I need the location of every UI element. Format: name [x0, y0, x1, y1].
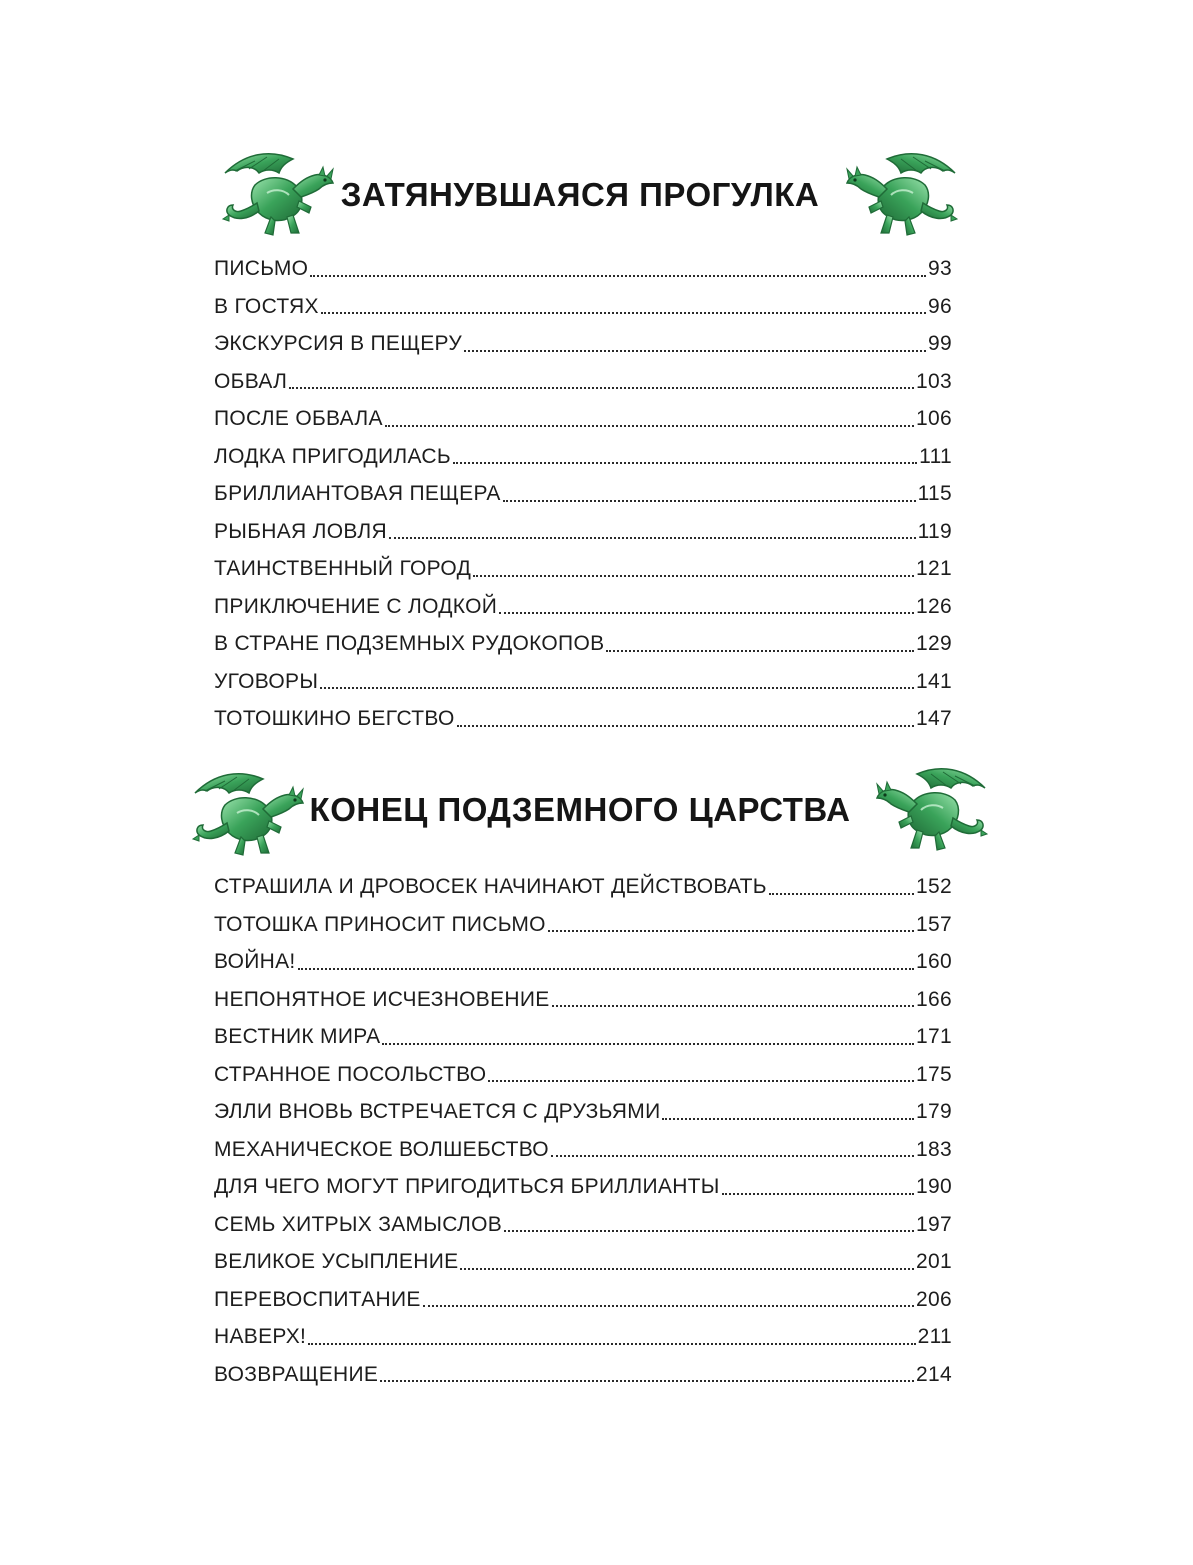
dot-leader	[382, 1018, 914, 1056]
toc-entry-page: 119	[917, 519, 952, 543]
dot-leader	[389, 513, 916, 551]
dot-leader	[503, 475, 916, 513]
toc-entry-page: 111	[919, 444, 952, 468]
section-title: ЗАТЯНУВШАЯСЯ ПРОГУЛКА	[340, 176, 820, 213]
toc-entry-page: 103	[916, 369, 952, 393]
dot-leader	[310, 250, 926, 288]
dot-leader	[552, 981, 914, 1019]
dot-leader	[606, 625, 914, 663]
dot-leader	[380, 1356, 914, 1394]
toc-entry-page: 190	[916, 1175, 952, 1198]
toc-entry[interactable]	[214, 475, 952, 513]
dot-leader	[499, 588, 914, 626]
toc-entry[interactable]	[214, 1318, 952, 1356]
toc-entry-page: 157	[916, 912, 952, 936]
toc-entry[interactable]	[214, 1093, 952, 1131]
toc-list	[214, 250, 952, 738]
dot-leader	[289, 363, 914, 401]
dot-leader	[320, 663, 914, 701]
toc-entry[interactable]	[214, 700, 952, 738]
toc-entry-page: 141	[916, 669, 952, 693]
toc-entry-page: 115	[917, 482, 952, 505]
dot-leader	[504, 1206, 914, 1244]
dot-leader	[321, 288, 926, 326]
toc-entry-page: 211	[917, 1325, 952, 1348]
toc-entry-title: ТОТОШКА ПРИНОСИТ ПИСЬМО	[214, 912, 546, 936]
toc-entry-page: 206	[916, 1287, 952, 1311]
dot-leader	[473, 550, 914, 588]
toc-entry[interactable]	[214, 363, 952, 401]
dot-leader	[551, 1131, 914, 1169]
toc-entry-title: В СТРАНЕ ПОДЗЕМНЫХ РУДОКОПОВ	[214, 632, 605, 655]
toc-entry-title: ВОЙНА!	[214, 950, 296, 973]
toc-entry[interactable]	[214, 1356, 952, 1394]
toc-entry[interactable]	[214, 325, 952, 363]
section-header	[185, 760, 975, 860]
toc-entry-title: НАВЕРХ!	[214, 1325, 307, 1348]
toc-entry[interactable]	[214, 943, 952, 981]
toc-entry-page: 183	[916, 1137, 952, 1161]
toc-entry[interactable]	[214, 1168, 952, 1206]
toc-entry-title: ПИСЬМО	[214, 257, 309, 280]
toc-entry-page: 166	[916, 987, 952, 1011]
toc-entry[interactable]	[214, 663, 952, 701]
toc-entry-title: ПЕРЕВОСПИТАНИЕ	[214, 1287, 421, 1311]
section-title: КОНЕЦ ПОДЗЕМНОГО ЦАРСТВА	[309, 791, 851, 828]
toc-entry-title: МЕХАНИЧЕСКОЕ ВОЛШЕБСТВО	[214, 1137, 549, 1161]
section-header	[185, 145, 975, 245]
toc-entry-title: ЛОДКА ПРИГОДИЛАСЬ	[214, 444, 451, 468]
toc-entry[interactable]	[214, 1206, 952, 1244]
dot-leader	[385, 400, 914, 438]
dot-leader	[548, 906, 914, 944]
toc-entry-title: ОБВАЛ	[214, 369, 288, 393]
toc-entry-title: СТРАШИЛА И ДРОВОСЕК НАЧИНАЮТ ДЕЙСТВОВАТЬ	[214, 875, 767, 898]
toc-entry-title: ЭЛЛИ ВНОВЬ ВСТРЕЧАЕТСЯ С ДРУЗЬЯМИ	[214, 1100, 661, 1123]
toc-entry-title: ПРИКЛЮЧЕНИЕ С ЛОДКОЙ	[214, 594, 498, 618]
toc-entry[interactable]	[214, 550, 952, 588]
dot-leader	[722, 1168, 914, 1206]
toc-entry-page: 126	[916, 594, 952, 618]
toc-entry[interactable]	[214, 1018, 952, 1056]
toc-entry-title: В ГОСТЯХ	[214, 294, 319, 318]
toc-entry-page: 147	[916, 707, 952, 730]
dot-leader	[662, 1093, 914, 1131]
toc-entry[interactable]	[214, 438, 952, 476]
toc-entry[interactable]	[214, 288, 952, 326]
toc-entry[interactable]	[214, 1131, 952, 1169]
toc-entry-title: УГОВОРЫ	[214, 669, 319, 693]
dot-leader	[298, 943, 915, 981]
toc-entry-page: 106	[916, 407, 952, 430]
toc-entry-page: 201	[916, 1250, 952, 1273]
dot-leader	[488, 1056, 914, 1094]
dot-leader	[460, 1243, 914, 1281]
toc-entry[interactable]	[214, 625, 952, 663]
toc-entry-page: 129	[916, 632, 952, 655]
toc-entry[interactable]	[214, 906, 952, 944]
toc-entry[interactable]	[214, 250, 952, 288]
toc-entry[interactable]	[214, 1243, 952, 1281]
dot-leader	[464, 325, 926, 363]
toc-entry-page: 152	[916, 875, 952, 898]
toc-entry-page: 171	[916, 1025, 952, 1048]
dot-leader	[453, 438, 917, 476]
dot-leader	[457, 700, 914, 738]
toc-entry-page: 197	[916, 1212, 952, 1236]
toc-entry-title: СТРАННОЕ ПОСОЛЬСТВО	[214, 1062, 487, 1086]
toc-entry[interactable]	[214, 400, 952, 438]
toc-entry-page: 160	[916, 950, 952, 973]
dot-leader	[769, 868, 914, 906]
toc-entry-title: ТОТОШКИНО БЕГСТВО	[214, 707, 455, 730]
toc-entry-title: ВОЗВРАЩЕНИЕ	[214, 1362, 379, 1386]
toc-entry-page: 175	[916, 1062, 952, 1086]
dragon-icon	[865, 760, 995, 860]
toc-entry-page: 179	[916, 1100, 952, 1123]
toc-entry[interactable]	[214, 981, 952, 1019]
dot-leader	[423, 1281, 914, 1319]
toc-entry-title: ПОСЛЕ ОБВАЛА	[214, 407, 383, 430]
toc-entry-page: 96	[928, 294, 952, 318]
toc-entry-page: 93	[928, 257, 952, 280]
toc-entry-title: ДЛЯ ЧЕГО МОГУТ ПРИГОДИТЬСЯ БРИЛЛИАНТЫ	[214, 1175, 720, 1198]
toc-entry-page: 121	[916, 557, 952, 580]
toc-entry-title: НЕПОНЯТНОЕ ИСЧЕЗНОВЕНИЕ	[214, 987, 550, 1011]
toc-entry[interactable]	[214, 1056, 952, 1094]
dot-leader	[308, 1318, 915, 1356]
toc-entry-title: СЕМЬ ХИТРЫХ ЗАМЫСЛОВ	[214, 1212, 503, 1236]
toc-entry-title: ТАИНСТВЕННЫЙ ГОРОД	[214, 557, 472, 580]
dragon-icon	[215, 145, 345, 245]
toc-entry-title: ВЕЛИКОЕ УСЫПЛЕНИЕ	[214, 1250, 459, 1273]
toc-entry-title: ВЕСТНИК МИРА	[214, 1025, 381, 1048]
toc-entry[interactable]	[214, 868, 952, 906]
toc-entry-title: БРИЛЛИАНТОВАЯ ПЕЩЕРА	[214, 482, 501, 505]
dragon-icon	[835, 145, 965, 245]
toc-entry-title: РЫБНАЯ ЛОВЛЯ	[214, 519, 387, 543]
toc-entry[interactable]	[214, 1281, 952, 1319]
toc-entry-page: 99	[928, 332, 952, 355]
toc-entry-title: ЭКСКУРСИЯ В ПЕЩЕРУ	[214, 332, 463, 355]
toc-list	[214, 868, 952, 1393]
toc-entry[interactable]	[214, 513, 952, 551]
dragon-icon	[185, 765, 315, 865]
toc-entry-page: 214	[916, 1362, 952, 1386]
toc-entry[interactable]	[214, 588, 952, 626]
